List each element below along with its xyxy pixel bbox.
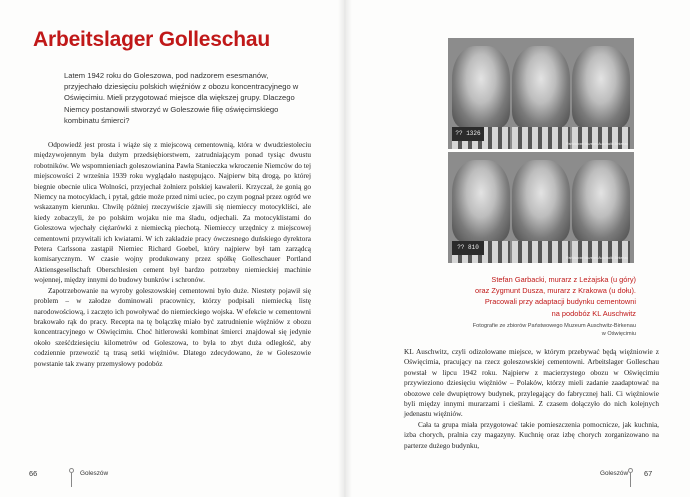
paragraph: Odpowiedź jest prosta i wiąże się z miejscową cementownią, która w dwudziestoleciu międzywojennym była dużym przedsiębiorstwem, zatrudniającym ponad tysiąc dwustu robotników. We wspomnieniach goleszowianina Pawła Stanieczka wkroczenie Niemców do tej miejscowości 2 września 1939 roku wyglądało następująco. Najpierw bitą drogą, po której biegnie obecnie ulica Wolności, przyjechał żołnierz polskiej kawalerii. Krzyczał, że gonią go Niemcy na motocyklach, i pytał, gdzie może przed nimi uciec, po czym pognał przez ogród we wskazanym kierunku. Chwilę później rzeczywiście zjawili się niemieccy motocykliści, ale kiedy zobaczyli, że po polskim wojaku nie ma śladu, odjechali. Za motocyklistami do Goleszowa wjechały ciężarówki z niemiecką piechotą. Niemieccy urzędnicy z miejscowej cementowni przywitali ich kwiatami. W ich zakładzie pracy ówczesnego duńskiego dyrektora Petera Carlssona zastąpił Niemiec Richard Goebel, który najpierw był tam zarządcą komisarycznym. W czasie wojny produkowany przez spółkę Golleschauer Portland Aktiensgesellschaft Oberschlesien cement był bardzo potrzebny niemieckiej machinie wojennej, między innymi do budowy bunkrów i schronów. xyxy=(34,141,311,285)
striped-uniform xyxy=(512,127,570,149)
running-head: Goleszów xyxy=(600,470,629,477)
right-body-text xyxy=(404,347,659,451)
mugshot-three-quarter xyxy=(572,160,630,242)
caption-line: Pracowali przy adaptacji budynku cementowni xyxy=(484,297,636,307)
page-number: 67 xyxy=(644,469,653,478)
photo-caption xyxy=(430,274,636,319)
running-head: Goleszów xyxy=(80,470,109,477)
caption-line: na podobóz KL Auschwitz xyxy=(551,308,636,318)
caption-line: oraz Zygmunt Dusza, murarz z Krakowa (u dołu). xyxy=(474,286,636,296)
prisoner-number-plate: ?? 810 xyxy=(452,241,484,255)
photo-credit: Państwowe Muzeum Auschwitz-Birkenau xyxy=(566,256,628,260)
chapter-title: Arbeitslager Golleschau xyxy=(33,28,270,51)
pin-ornament-icon xyxy=(69,468,75,484)
book-gutter xyxy=(338,0,352,497)
striped-uniform xyxy=(512,241,570,263)
mugshot-front xyxy=(512,46,570,128)
photo-credit: Państwowe Muzeum Auschwitz-Birkenau xyxy=(566,142,628,146)
pin-ornament-icon xyxy=(628,468,634,484)
mugshot-three-quarter xyxy=(572,46,630,128)
paragraph: KL Auschwitz, czyli odizolowane miejsce, w którym przebywać będą więźniowie z Oświęcimia, pracujący na rzecz goleszowskiej cementowni. Arbeitslager Golleschau powstał w lipcu 1942 roku. Najpierw z macierzystego obozu w Oświęcimiu przywieziono dziesięciu więźniów – Polaków, którzy mieli zadanie zaadaptować na obozowe cele dwupiętrowy budynek, przylegający do fabrycznej hali. Ci więźniowie byli między innymi murarzami i cieślami. Z czasem dołączyło do nich kolejnych jedenastu więźniów. xyxy=(404,348,659,419)
chapter-intro: Latem 1942 roku do Goleszowa, pod nadzorem esesmanów, przyjechało dziesięciu polskich więźniów z obozu koncentracyjnego w Oświęcimiu. Mieli przygotować miejsce dla większej grupy. Dlaczego Niemcy postanowili stworzyć w Goleszowie filię oświęcimskiego kombinatu śmierci? xyxy=(64,71,299,125)
prisoner-photo-bottom xyxy=(448,152,634,263)
prisoner-number-plate: ?? 1326 xyxy=(452,127,484,141)
source-line: w Oświęcimiu xyxy=(601,331,636,337)
photo-source xyxy=(430,322,636,338)
mugshot-profile xyxy=(452,46,510,128)
left-body-text xyxy=(34,140,311,369)
paragraph: Zapotrzebowanie na wyroby goleszowskiej cementowni było duże. Niestety pojawił się problem – w załodze dominowali pracownicy, którzy podpisali niemiecką listę narodowościową, i zaczęto ich powoływać do niemieckiego wojska. W efekcie w cementowni brakowało rąk do pracy. Recepta na tę bolączkę miało być zatrudnienie więźniów z obozu koncentracyjnego w Oświęcimiu. Choć hitlerowski kombinat śmierci znajdował się jedynie około sześćdziesięciu kilometrów od Goleszowa, to była to zbyt duża odległość, aby codziennie przewozić tą trasą setki więźniów. Dlatego zdecydowano, że w Goleszowie powstanie tak zwany przemysłowy podobóz xyxy=(34,286,311,368)
mugshot-front xyxy=(512,160,570,242)
mugshot-profile xyxy=(452,160,510,242)
caption-line: Stefan Garbacki, murarz z Leżajska (u góry) xyxy=(491,275,636,284)
paragraph: Cała ta grupa miała przygotować takie pomieszczenia pomocnicze, jak kuchnia, izba chorych, pralnia czy magazyny. Kuchnię oraz izbę chorych zorganizowano na parterze dużego budynku, xyxy=(404,420,659,450)
prisoner-photo-top xyxy=(448,38,634,149)
source-line: Fotografie ze zbiorów Państwowego Muzeum Auschwitz-Birkenau xyxy=(472,323,636,329)
page-number: 66 xyxy=(29,469,38,478)
